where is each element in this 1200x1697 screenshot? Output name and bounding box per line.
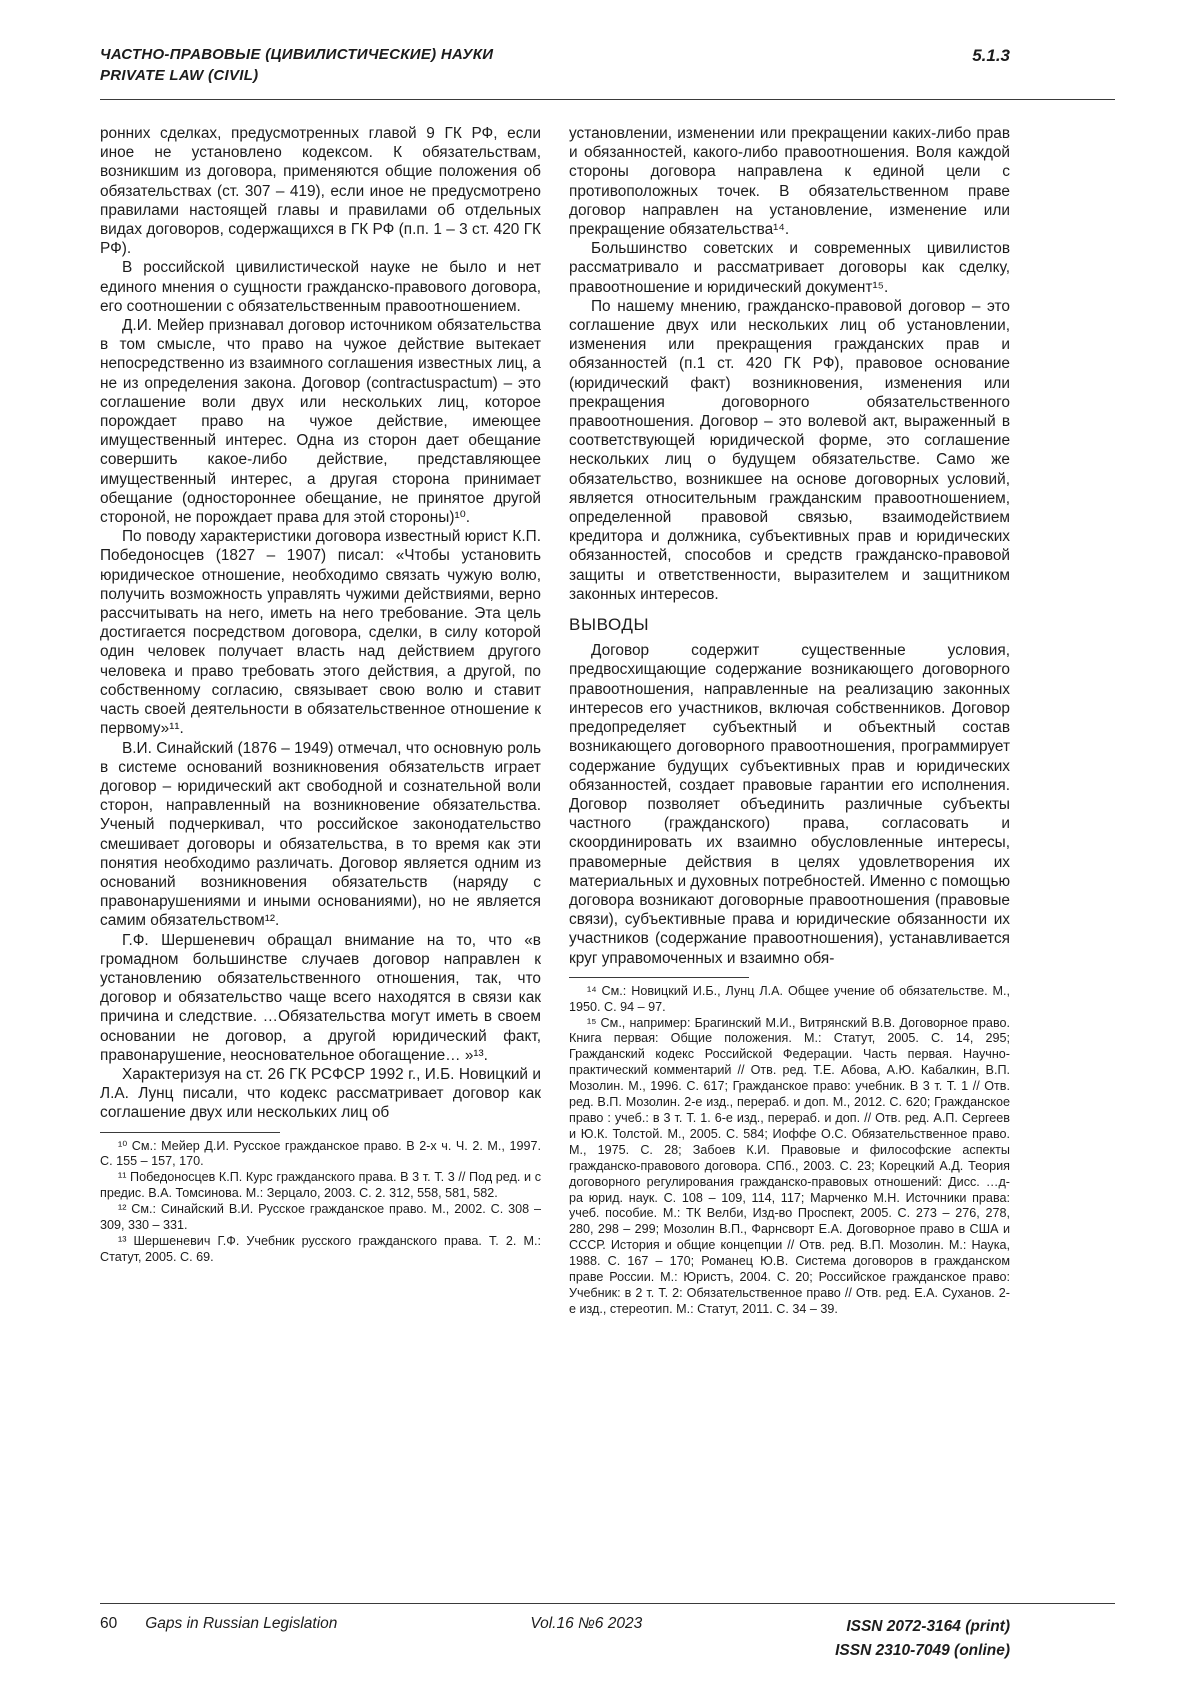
page-footer: [100, 1603, 1115, 1697]
footer-row: [100, 1615, 1010, 1663]
left-footnotes: [100, 1132, 541, 1266]
footnote: ¹³ Шершеневич Г.Ф. Учебник русского гражданского права. Т. 2. М.: Статут, 2005. С. 69.: [100, 1234, 541, 1264]
rubric: [100, 44, 493, 86]
footnote: ¹⁰ См.: Мейер Д.И. Русское гражданское право. В 2-х ч. Ч. 2. М., 1997. С. 155 – 157, 170.: [100, 1138, 541, 1169]
left-body-text: [100, 124, 541, 1123]
footnote: ¹² См.: Синайский В.И. Русское гражданское право. М., 2002. С. 308 – 309, 330 – 331.: [100, 1202, 541, 1233]
paragraph: По поводу характеристики договора известный юрист К.П. Победоносцев (1827 – 1907) писал: «Чтобы установить юридическое отношение, необходимо связать чужую волю, получить возможность управлять чужими действиями, верно рассчитывать на него, иметь на него требование. Эта цель достигается посредством договора, сделки, в силу которой один человек получает власть над действием другого человека и право требовать этого действия, а другой, по собственному согласию, связывает свою волю и ставит часть своей деятельности в обязательственное отношение к первому»¹¹.: [100, 528, 541, 738]
paragraph: Большинство советских и современных цивилистов рассматривало и рассматривает договоры как сделку, правоотношение и юридический документ¹⁵.: [569, 240, 1010, 296]
paragraph: По нашему мнению, гражданско-правовой договор – это соглашение двух или нескольких лиц об установлении, изменения или прекращения гражданских прав и обязанностей (п.1 ст. 420 ГК РФ), правовое основание (юридический факт) возникновения, изменения или прекращения договорного обязательственного правоотношения. Договор – это волевой акт, выраженный в соответствующей юридической форме, это соглашение нескольких лиц о будущем обязательстве. Само же обязательство, возникшее на основе договорных условий, является относительным гражданским правоотношением, определенной правовой связью, взаимодействием кредитора и должника, субъективных прав и юридических обязанностей, способов и средств гражданско-правовой защиты и ответственности, выразителем и защитником законных интересов.: [569, 297, 1010, 603]
conclusions-heading: ВЫВОДЫ: [569, 615, 650, 635]
paragraph: В.И. Синайский (1876 – 1949) отмечал, что основную роль в системе оснований возникновения обязательств играет договор – юридический акт свободной и сознательной воли сторон, направленный на возникновение обязательства. Ученый подчеркивал, что российское законодательство смешивает договоры и обязательства, в то время как эти понятия необходимо различать. Договор является одним из оснований возникновения обязательств (наряду с правонарушениями и иными основаниями), но не является самим обязательством¹².: [100, 739, 541, 930]
issn-online: ISSN 2310-7049 (online): [835, 1641, 1010, 1659]
rubric-line-en: PRIVATE LAW (CIVIL): [100, 67, 259, 84]
right-footnotes: [569, 977, 1010, 1318]
paragraph: Д.И. Мейер признавал договор источником обязательства в том смысле, что право на чужое действие вытекает непосредственно из взаимного соглашения известных лиц, а не из определения закона. Договор (contractuspactum) – это соглашение воли двух или нескольких лиц, которое порождает право на чужое действие, имеющее имущественный интерес. Одна из сторон дает обещание совершить какое-либо действие, представляющее имущественный интерес, а другая сторона принимает обещание (одностороннее обещание, не принятое другой стороной, не порождает права для этой стороны)¹⁰.: [100, 317, 541, 527]
paragraph: ронних сделках, предусмотренных главой 9 ГК РФ, если иное не установлено кодексом. К обязательствам, возникшим из договора, применяются общие положения об обязательствах (ст. 307 – 419), если иное не предусмотрено правилами настоящей главы и правилами об отдельных видах договоров, содержащихся в ГК РФ (п.п. 1 – 3 ст. 420 ГК РФ).: [100, 125, 541, 258]
rubric-line-ru: ЧАСТНО-ПРАВОВЫЕ (ЦИВИЛИСТИЧЕСКИЕ) НАУКИ: [100, 46, 494, 63]
footnote: ¹¹ Победоносцев К.П. Курс гражданского права. В 3 т. Т. 3 // Под ред. и с предис. В.А. Томсинова. М.: Зерцало, 2003. С. 2. 312, 558, 581, 582.: [100, 1170, 541, 1201]
journal-title: Gaps in Russian Legislation: [145, 1614, 338, 1632]
right-body-text: [569, 124, 1010, 968]
paragraph: Договор содержит существенные условия, предвосхищающие содержание возникающего договорного правоотношения, направленные на реализацию законных интересов его участников, включая собственников. Договор предопределяет субъектный и объектный состав возникающего договорного правоотношения, программирует содержание будущих субъективных прав и юридических обязанностей, создает правовые гарантии его исполнения. Договор позволяет объединить различные субъекты частного (гражданского) права, согласовать и скоординировать их взаимно обусловленные интересы, правомерные действия в целях удовлетворения их материальных и духовных потребностей. Именно с помощью договора возникают договорные правоотношения (правовые связи), субъективные права и юридические обязанности их участников (содержание правоотношения), устанавливается круг управомоченных и взаимно обя-: [569, 642, 1010, 967]
issn-print: ISSN 2072-3164 (print): [846, 1617, 1010, 1635]
section-code: 5.1.3: [972, 46, 1010, 65]
footnote: ¹⁴ См.: Новицкий И.Б., Лунц Л.А. Общее учение об обязательстве. М., 1950. С. 94 – 97.: [569, 983, 1010, 1014]
right-column: [569, 124, 1010, 1603]
issn-block: [835, 1615, 1010, 1663]
left-column: [100, 124, 541, 1603]
footnote: ¹⁵ См., например: Брагинский М.И., Витрянский В.В. Договорное право. Книга первая: Общие положения. М.: Статут, 2005. С. 14, 295; Гражданский кодекс Российской Федерации. Часть первая. Научно-практический комментарий // Отв. ред. Т.Е. Абова, А.Ю. Кабалкин, В.П. Мозолин. М., 1996. С. 617; Гражданское право: учебник. В 3 т. Т. 1 // Отв. ред. В.П. Мозолин. 2-е изд., перераб. и доп. М., 2012. С. 620; Гражданское право : учеб.: в 3 т. Т. 1. 6-е изд., перераб. и доп. // Отв. ред. А.П. Сергеев и Ю.К. Толстой. М., 2005. С. 584; Иоффе О.С. Обязательственное право. М., 1975. С. 28; Забоев К.И. Правовые и философские аспекты гражданско-правового договора. СПб., 2003. С. 23; Корецкий А.Д. Теория договорного регулирования гражданско-правовых отношений: Дисс. …д-ра юрид. наук. С. 108 – 109, 114, 117; Марченко М.Н. Источники права: учеб. пособие. М.: ТК Велби, Изд-во Проспект, 2005. С. 273 – 276, 278, 280, 298 – 299; Мозолин В.П., Фарнсворт Е.А. Договорное право в США и СССР. История и общие концепции // Отв. ред. В.П. Мозолин. М.: Наука, 1988. С. 167 – 170; Романец Ю.В. Система договоров в гражданском праве России. М.: Юристъ, 2004. С. 20; Российское гражданское право: Учебник: в 2 т. Т. 2: Обязательственное право // Отв. ред. Е.А. Суханов. 2-е изд., стереотип. М.: Статут, 2011. С. 34 – 39.: [569, 1015, 1010, 1316]
paragraph: установлении, изменении или прекращении каких-либо прав и обязанностей, какого-либо правоотношения. Воля каждой стороны договора направлена к единой цели с противоположных точек. В обязательственном праве договор направлен на установление, изменение или прекращение обязательства¹⁴.: [569, 125, 1010, 239]
paragraph: В российской цивилистической науке не было и нет единого мнения о сущности гражданско-правового договора, его соотношении с обязательственным правоотношением.: [100, 259, 541, 315]
volume-info: Vol.16 №6 2023: [530, 1614, 643, 1632]
paragraph: Г.Ф. Шершеневич обращал внимание на то, что «в громадном большинстве случаев договор направлен к установлению обязательственного отношения, так, что договор и обязательство чаще всего находятся в связи как причина и следствие. …Обязательства могут иметь в своем основании не договор, а другой юридический факт, правонарушение, неосновательное обогащение… »¹³.: [100, 931, 541, 1064]
page-header: [100, 44, 1115, 100]
content-columns: [100, 100, 1010, 1603]
page-number: 60: [100, 1614, 118, 1632]
paragraph: Характеризуя на ст. 26 ГК РСФСР 1992 г., И.Б. Новицкий и Л.А. Лунц писали, что кодекс рассматривает договор как соглашение двух или нескольких лиц об: [100, 1065, 541, 1122]
